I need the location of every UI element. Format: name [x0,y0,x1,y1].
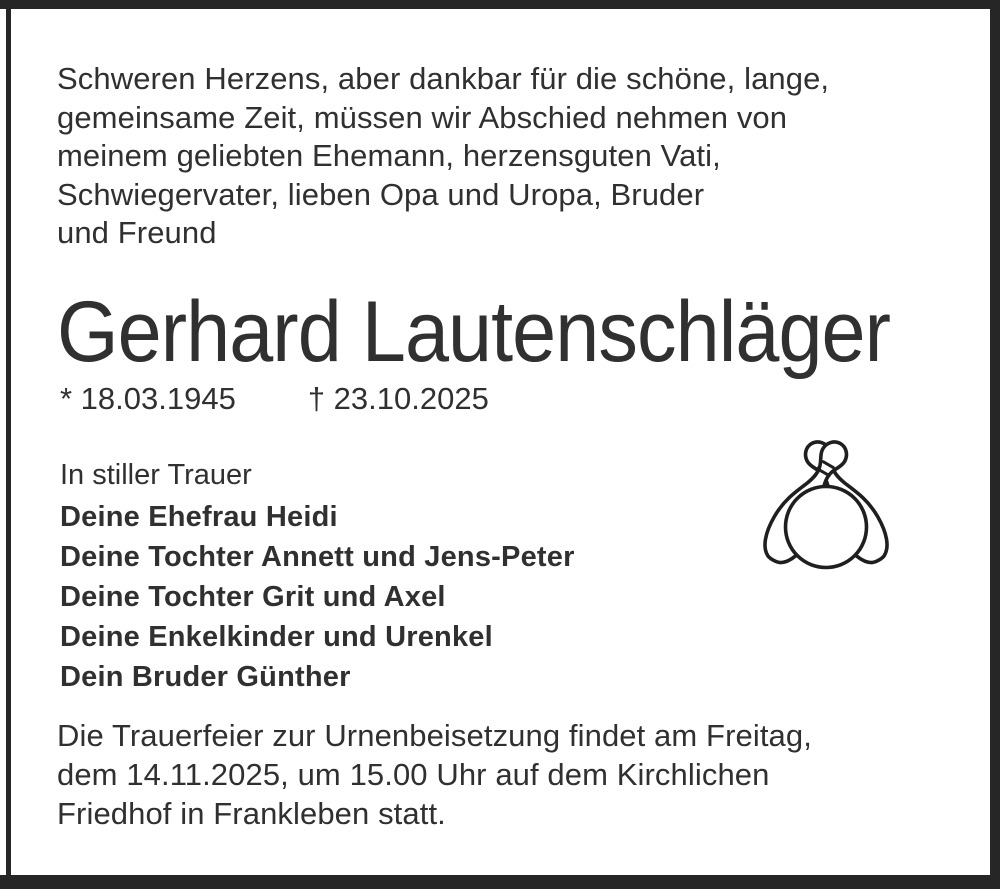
frame-bottom-rule [0,875,1000,889]
intro-line: und Freund [57,215,217,250]
intro-paragraph [57,60,829,253]
intro-line: Schwiegervater, lieben Opa und Uropa, Bruder [57,176,705,212]
funeral-info [57,716,812,833]
funeral-line: Die Trauerfeier zur Urnenbeisetzung findet am Freitag, [57,718,812,753]
bowling-ball [786,487,867,568]
frame-right-rule [990,9,1000,875]
bowling-icon [700,428,952,572]
intro-line: meinem geliebten Ehemann, herzensguten Vati, [57,138,721,173]
frame-top-rule [0,0,1000,9]
mourning-intro: In stiller Trauer [60,459,252,491]
death-date: † 23.10.2025 [307,381,489,416]
mourner-line: Deine Enkelkinder und Urenkel [60,621,493,653]
funeral-line: Friedhof in Frankleben statt. [57,796,446,831]
mourners-block [60,455,575,697]
mourner-line: Deine Ehefrau Heidi [60,501,338,533]
bowling-pins-and-ball-illustration [700,428,952,572]
mourner-line: Deine Tochter Annett und Jens-Peter [60,541,575,573]
deceased-name: Gerhard Lautenschläger [57,284,891,380]
birth-date: * 18.03.1945 [60,381,236,416]
intro-line: Schweren Herzens, aber dankbar für die schöne, lange, [57,61,830,96]
mourner-line: Deine Tochter Grit und Axel [60,581,446,613]
life-dates [60,381,489,417]
frame-left-rule [6,9,11,875]
intro-line: gemeinsame Zeit, müssen wir Abschied nehmen von [57,99,788,135]
mourner-line: Dein Bruder Günther [60,661,351,693]
funeral-line: dem 14.11.2025, um 15.00 Uhr auf dem Kirchlichen [57,757,770,792]
